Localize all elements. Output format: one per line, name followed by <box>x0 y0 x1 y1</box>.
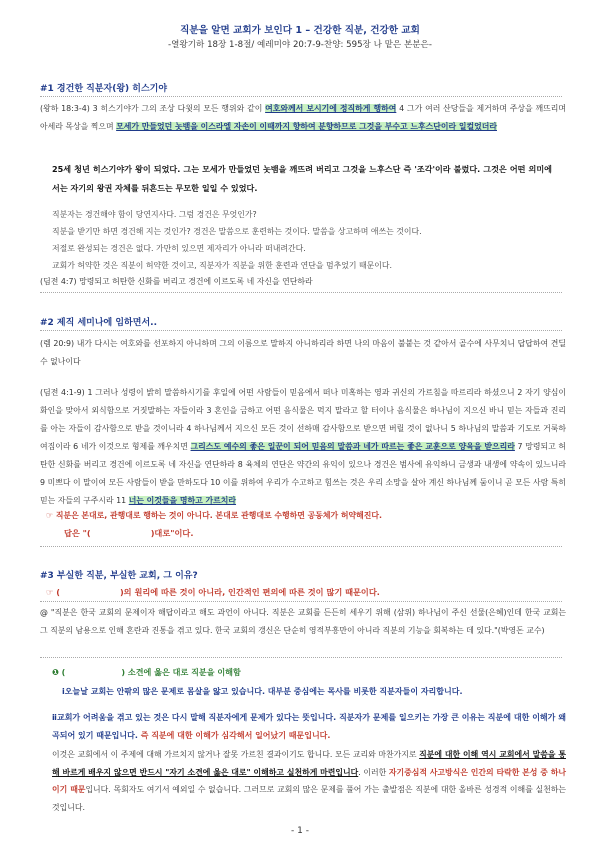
section3-conclusion <box>52 746 566 816</box>
section1-line: 직분을 받기만 하면 경건해 지는 것인가? 경건은 말씀으로 훈련하는 것이다. 말씀을 상고하며 애쓰는 것이다. <box>52 227 422 236</box>
divider <box>40 601 562 602</box>
divider <box>40 292 562 293</box>
section2-timothy <box>40 384 566 510</box>
section1-scripture-highlight: 여호와께서 보시기에 정직하게 행하여 <box>265 104 397 113</box>
divider <box>40 657 562 658</box>
conclusion-text-2: . 이러한 <box>358 767 389 777</box>
page-title: 직분을 알면 교회가 보인다 1 – 건강한 직분, 건강한 교회 <box>180 25 420 36</box>
conclusion-underlined: 직분에 대한 이해 역시 교회에서 말씀을 통해 바르게 배우지 않으면 반드시 "자기 소견에 옳은 대로" 이해하고 실천하게 마련입니다 <box>52 750 566 777</box>
section3-note-suffix: )의 원리에 따른 것이 아니라, 인간적인 편의에 따른 것이 많기 때문이다. <box>119 587 380 597</box>
sub-ii-text: ⅱ교회가 어려움을 겪고 있는 것은 다시 말해 직분자에게 문제가 있다는 뜻입니다. 직분자가 문제를 일으키는 가장 큰 이유는 직분에 대한 이해가 왜곡되어 있기 때문입니다. <box>52 713 566 740</box>
answer-suffix: )대로"이다. <box>150 528 194 538</box>
section1-line: 교회가 허약한 것은 직분이 허약한 것이고, 직분자가 직분을 위한 훈련과 연단을 멈추었기 때문이다. <box>52 261 393 270</box>
section2-answer <box>64 528 193 539</box>
section3-quote: @ "직분은 한국 교회의 문제이자 해답이라고 해도 과언이 아니다. 직분은 교회를 든든히 세우기 위해 (삼위) 하나님이 주신 선물(은혜)인데 한국 교회는 그 직분의 남용으로 인해 혼란과 진통을 겪고 있다. 한국 교회의 갱신은 단순히 영적부흥만이 아니라 직분의 기능을 회복하는 데 있다."(박영돈 교수) <box>40 608 566 635</box>
section2-jeremiah: (렘 20:9) 내가 다시는 여호와를 선포하지 아니하며 그의 이름으로 말하지 아니하리라 하면 나의 마음이 불붙는 것 같아서 골수에 사무치니 답답하여 견딜 수 없나이다 <box>40 339 566 366</box>
section3-heading: #3 부실한 직분, 부실한 교회, 그 이유? <box>40 571 198 581</box>
divider <box>40 96 562 97</box>
divider <box>40 330 562 331</box>
page-number: - 1 - <box>291 826 309 836</box>
item1-prefix: ❶ ( <box>52 667 66 677</box>
section3-item1 <box>52 667 241 678</box>
section1-heading: #1 경건한 직분자(왕) 히스기야 <box>40 84 168 94</box>
section2-note: ☞ 직분은 본대로, 관행대로 행하는 것이 아니다. 본대로 관행대로 수행하면 공동체가 허약해진다. <box>46 511 382 520</box>
section2-timothy-highlight-2: 너는 이것들을 명하고 가르치라 <box>128 496 237 505</box>
section1-line: 저절로 완성되는 경건은 없다. 가만히 있으면 제자리가 아니라 떠내려간다. <box>52 244 306 253</box>
section3-sub-i: ⅰ오늘날 교회는 안팎의 많은 문제로 몸살을 앓고 있습니다. 대부분 중심에는 목사를 비롯한 직분자들이 자리합니다. <box>62 687 463 696</box>
section1-scripture-highlight-2: 모세가 만들었던 놋뱀을 이스라엘 자손이 이때까지 향하여 분향하므로 그것을 부수고 느후스단이라 일컬었더라 <box>116 122 497 131</box>
section1-scripture-text: (왕하 18:3-4) 3 히스기야가 그의 조상 다윗의 모든 행위와 같이 <box>40 104 266 113</box>
divider <box>40 546 562 547</box>
answer-prefix: 답은 "( <box>64 528 91 538</box>
section3-note <box>46 587 380 598</box>
section1-scripture <box>40 100 566 136</box>
section2-timothy-text: (딤전 4:1-9) 1 그러나 성령이 밝히 말씀하시기를 후일에 어떤 사람들이 믿음에서 떠나 미혹하는 영과 귀신의 가르침을 따르리라 하셨으니 2 자기 양심이 화인을 맞아서 외식함으로 거짓말하는 자들이라 3 혼인을 금하고 어떤 음식물은 먹지 말라고 할 터이나 음식물은 하나님이 지으신 바니 믿는 자들과 진리를 아는 자들이 감사함으로 받을 것이니라 4 하나님께서 지으신 모든 것이 선하매 감사함으로 받으면 버릴 것이 없나니 5 하나님의 말씀과 기도로 거룩하여짐이라 6 네가 이것으로 형제를 깨우치면 <box>40 388 566 451</box>
conclusion-emphasis: 자기중심적 사고방식은 인간의 타락한 본성 중 하나이기 때문 <box>52 767 566 794</box>
page-subtitle: -열왕기하 18장 1-8절/ 예레미야 20:7-9-찬양: 595장 나 맡은 본분은- <box>168 40 432 50</box>
section1-commentary: 25세 청년 히스기야가 왕이 되었다. 그는 모세가 만들었던 놋뱀을 깨뜨려 버리고 그것을 느후스단 즉 '조각'이라 불렀다. 그것은 어떤 의미에서는 자기의 왕권 자체를 뒤흔드는 무모한 일일 수 있었다. <box>52 164 552 193</box>
sub-ii-emphasis: 즉 직분에 대한 이해가 심각해서 일어났기 때문입니다. <box>140 731 331 740</box>
conclusion-text: 이것은 교회에서 이 주제에 대해 가르치지 않거나 잘못 가르친 결과이기도 합니다. 모든 교리와 마찬가지로 <box>52 750 420 759</box>
section3-sub-ii <box>52 709 566 745</box>
item1-suffix: ) 소견에 옳은 대로 직분을 이해함 <box>121 667 241 677</box>
section2-heading: #2 제직 세미나에 임하면서.. <box>40 318 157 328</box>
section3-note-prefix: ☞ ( <box>46 587 60 597</box>
conclusion-text-3: 입니다. 목회자도 여기서 예외일 수 없습니다. 그러므로 교회의 많은 문제를 풀어 가는 출발점은 직분에 대한 올바른 성경적 이해를 실천하는 것입니다. <box>52 785 566 812</box>
section1-scripture-text-2: 4 그가 여러 산당들을 제거하며 주상을 깨뜨리며 아세라 목상을 찍으며 <box>40 104 566 131</box>
section1-reference: (딤전 4:7) 망령되고 허탄한 신화를 버리고 경건에 이르도록 네 자신을 연단하라 <box>40 277 313 286</box>
section2-timothy-text-2: 7 망령되고 허탄한 신화를 버리고 경건에 이르도록 네 자신을 연단하라 8 육체의 연단은 약간의 유익이 있으나 경건은 범사에 유익하니 금생과 내생에 약속이 있느니라 9 미쁘다 이 말이여 모든 사람들이 받을 만하도다 10 이를 위하여 우리가 수고하고 힘쓰는 것은 우리 소망을 살아 계신 하나님께 둠이니 곧 모든 사람 특히 믿는 자들의 구주시라 11 <box>40 442 566 505</box>
section1-line: 직분자는 경건해야 함이 당연지사다. 그럼 경건은 무엇인가? <box>52 210 257 219</box>
section2-timothy-highlight: 그리스도 예수의 좋은 일꾼이 되어 믿음의 말씀과 네가 따르는 좋은 교훈으로 양육을 받으리라 <box>190 442 515 451</box>
